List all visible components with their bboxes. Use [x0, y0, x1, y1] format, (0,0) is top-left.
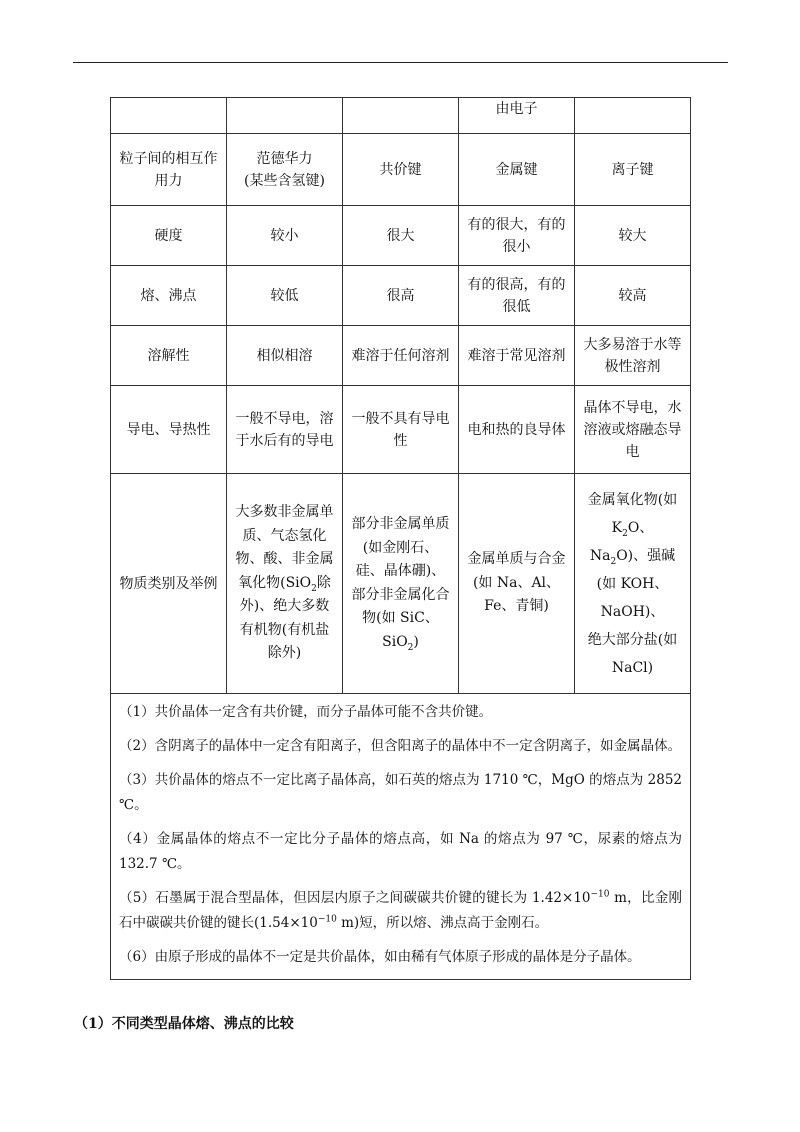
- note-6: （6）由原子形成的晶体不一定是共价晶体，如由稀有气体原子形成的晶体是分子晶体。: [119, 949, 641, 965]
- table-cell: 金属键: [459, 134, 575, 206]
- note-2: （2）含阴离子的晶体中一定含有阳离子，但含阳离子的晶体中不一定含阴离子，如金属晶体。: [119, 738, 682, 754]
- table-cell: 大多数非金属单 质、气态氢化 物、酸、非金属 氧化物(SiO$_2$除 外)、绝大多数 有机物(有机盐 除外): [227, 474, 343, 694]
- crystal-comparison-table: [110, 97, 691, 980]
- table-row: [111, 386, 691, 474]
- row-label: 粒子间的相互作用力: [111, 134, 227, 206]
- note-5: （5）石墨属于混合型晶体，但因层内原子之间碳碳共价键的键长为 $1.42\times 10^{-10}$ m，比金刚石中碳碳共价键的键长($1.54\times 10^{-10}$ m)短，所以熔、沸点高于金刚石。: [119, 889, 682, 931]
- table-cell: [343, 98, 459, 134]
- table-cell: [227, 98, 343, 134]
- table-cell: [575, 98, 691, 134]
- table-cell: 有的很大，有的 很小: [459, 206, 575, 266]
- note-4: （4）金属晶体的熔点不一定比分子晶体的熔点高，如 Na 的熔点为 97 ℃，尿素的熔点为 132.7 ℃。: [119, 831, 682, 872]
- table-cell: 晶体不导电，水 溶液或熔融态导 电: [575, 386, 691, 474]
- table-cell: 较小: [227, 206, 343, 266]
- table-cell: 部分非金属单质 (如金刚石、 硅、晶体硼)、 部分非金属化合 物(如 SiC、 SiO$_2$): [343, 474, 459, 694]
- table-cell: 金属单质与合金 (如 Na、Al、 Fe、青铜): [459, 474, 575, 694]
- table-cell: 电和热的良导体: [459, 386, 575, 474]
- table-cell: 一般不具有导电 性: [343, 386, 459, 474]
- notes-cell: [111, 694, 691, 980]
- table-row: [111, 474, 691, 694]
- table-cell: 离子键: [575, 134, 691, 206]
- table-cell: 范德华力 (某些含氢键): [227, 134, 343, 206]
- table-cell: 一般不导电，溶 于水后有的导电: [227, 386, 343, 474]
- table-cell: 难溶于任何溶剂: [343, 326, 459, 386]
- table-cell: 较大: [575, 206, 691, 266]
- table-row: [111, 694, 691, 980]
- table-row: [111, 206, 691, 266]
- row-label: 硬度: [111, 206, 227, 266]
- table-cell: 大多易溶于水等 极性溶剂: [575, 326, 691, 386]
- row-label: 导电、导热性: [111, 386, 227, 474]
- section-heading: （1）不同类型晶体熔、沸点的比较: [74, 1016, 294, 1032]
- table-row: [111, 326, 691, 386]
- table-row: [111, 98, 691, 134]
- row-label: 熔、沸点: [111, 266, 227, 326]
- table-cell: 难溶于常见溶剂: [459, 326, 575, 386]
- row-label: 溶解性: [111, 326, 227, 386]
- table-cell: 金属氧化物(如 $K_2O$、 $Na_2O$)、强碱 (如 KOH、 NaOH)、 绝大部分盐(如 NaCl): [575, 474, 691, 694]
- table-cell: 相似相溶: [227, 326, 343, 386]
- table-cell: 有的很高，有的 很低: [459, 266, 575, 326]
- row-label: 物质类别及举例: [111, 474, 227, 694]
- table-row: [111, 134, 691, 206]
- table-row: [111, 266, 691, 326]
- table-cell: 较高: [575, 266, 691, 326]
- note-3: （3）共价晶体的熔点不一定比离子晶体高，如石英的熔点为 1710 ℃，MgO 的熔点为 2852 ℃。: [119, 772, 682, 813]
- table-cell: 很大: [343, 206, 459, 266]
- table-cell: 很高: [343, 266, 459, 326]
- table-cell: 由电子: [459, 98, 575, 134]
- header-rule: [73, 62, 728, 63]
- note-1: （1）共价晶体一定含有共价键，而分子晶体可能不含共价键。: [119, 704, 493, 720]
- table-cell: 共价键: [343, 134, 459, 206]
- table-cell: [111, 98, 227, 134]
- table-cell: 较低: [227, 266, 343, 326]
